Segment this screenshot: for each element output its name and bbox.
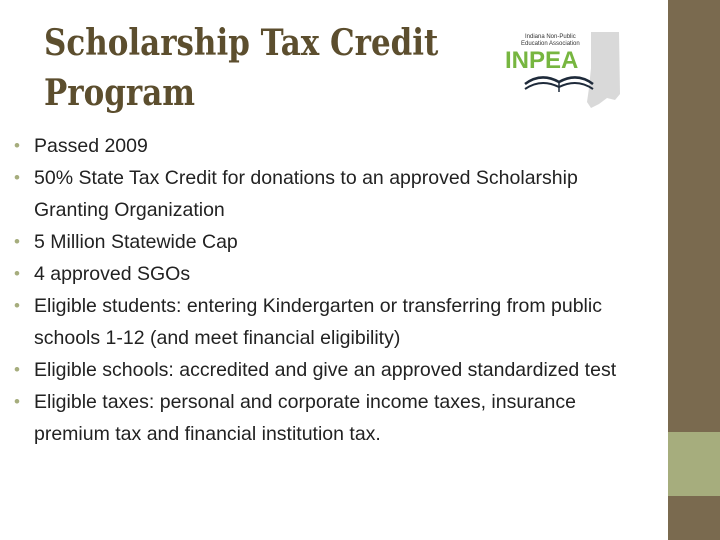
- logo-acronym: [505, 47, 578, 74]
- bullet-item: [14, 130, 654, 162]
- slide-title-line2: Program: [44, 72, 196, 114]
- bullet-dot: •: [14, 392, 20, 411]
- inpea-logo: [503, 28, 623, 112]
- bullet-text: Eligible students: entering Kindergarten or transferring from public schools 1-12 (and meet financial eligibility): [34, 295, 602, 349]
- bullet-item: [14, 290, 654, 354]
- bullet-item: [14, 354, 654, 386]
- indiana-map-shape: [587, 32, 620, 108]
- bullet-text: 5 Million Statewide Cap: [34, 231, 238, 253]
- bullet-text: 4 approved SGOs: [34, 263, 191, 285]
- bullet-dot: •: [14, 136, 20, 155]
- bullet-item: [14, 226, 654, 258]
- logo-acronym-text: INPEA: [505, 47, 579, 74]
- bullet-dot: •: [14, 264, 20, 283]
- right-sidebar: [666, 0, 720, 540]
- sidebar-accent-block: [668, 432, 720, 496]
- bullet-text: Eligible taxes: personal and corporate income taxes, insurance premium tax and financial institution tax.: [34, 391, 576, 445]
- bullet-text: Passed 2009: [34, 135, 148, 157]
- bullet-list: [14, 130, 654, 450]
- bullet-dot: •: [14, 168, 20, 187]
- bullet-dot: •: [14, 296, 20, 315]
- bullet-text: Eligible schools: accredited and give an approved standardized test: [34, 359, 617, 381]
- bullet-item: [14, 162, 654, 226]
- bullet-item: [14, 386, 654, 450]
- bullet-dot: •: [14, 232, 20, 251]
- slide-title-line1: Scholarship Tax Credit: [44, 22, 439, 64]
- bullet-item: [14, 258, 654, 290]
- logo-org-line2: Education Association: [521, 41, 580, 47]
- bullet-text: 50% State Tax Credit for donations to an approved Scholarship Granting Organization: [34, 167, 578, 221]
- open-book-icon: [525, 77, 593, 92]
- slide-title: [44, 18, 439, 118]
- logo-org-line1: Indiana Non-Public: [525, 34, 576, 40]
- bullet-dot: •: [14, 360, 20, 379]
